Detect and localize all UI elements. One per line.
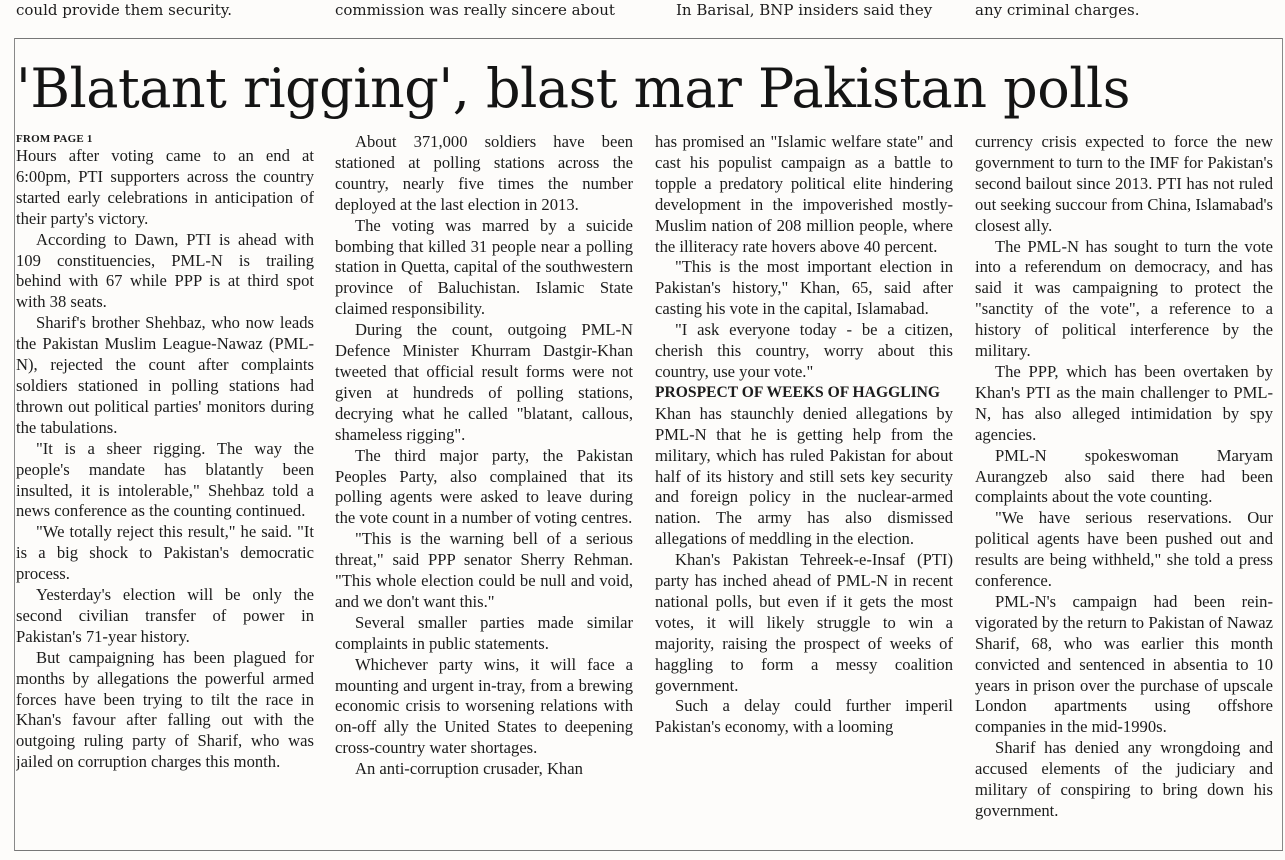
paragraph: "We totally reject this result," he said. "It is a big shock to Pakistan's democratic process. — [16, 522, 314, 584]
paragraph: Yesterday's election will be only the second civilian transfer of power in Pakistan's 71-year history. — [16, 585, 314, 646]
article-column-2 — [335, 132, 633, 844]
subheading: PROSPECT OF WEEKS OF HAGGLING — [655, 383, 941, 401]
paragraph: But campaigning has been plagued for months by allegations the powerful armed forces have been trying to tilt the race in Khan's favour after falling out with the outgoing ruling party of Sharif, who was jailed on corruption charges this month. — [16, 647, 314, 772]
paragraph: An anti-corruption crusader, Khan — [355, 759, 583, 779]
right-frame-rule — [1282, 38, 1283, 851]
paragraph: "This is the warning bell of a serious threat," said PPP senator Sherry Rehman. "This whole election could be null and void, and we don't want this." — [335, 529, 633, 611]
paragraph: The third major party, the Pakistan Peoples Party, also complained that its polling agents were asked to leave during the vote count in a number of voting centres. — [335, 445, 633, 528]
article-column-3 — [655, 132, 953, 844]
paragraph: Whichever party wins, it will face a mounting and urgent in-tray, from a brewing economic crisis to worsening relations with on-off ally the United States to deepening cross-country water shortages. — [335, 654, 633, 758]
paragraph: Khan has staunchly denied allegations by PML-N that he is getting help from the military, which has ruled Pakistan for about half of its history and still sets key security and foreign policy in the nuclear-armed nation. The army has also dismissed allegations of meddling in the election. — [655, 403, 953, 549]
paragraph: During the count, outgoing PML-N Defence Minister Khurram Dastgir-Khan tweeted that official result forms were not given at hundreds of polling stations, decrying what he called "blatant, callous, shameless rigging". — [335, 320, 633, 444]
paragraph: The PPP, which has been overtaken by Khan's PTI as the main challenger to PML-N, has also alleged intimidation by spy agencies. — [975, 361, 1273, 444]
paragraph: "I ask everyone today - be a citizen, cherish this country, worry about this country, use your vote." — [655, 320, 953, 381]
paragraph: Several smaller parties made similar complaints in public statements. — [335, 612, 633, 653]
paragraph: has promised an "Islamic welfare state" and cast his populist campaign as a battle to topple a predatory political elite hindering development in the impoverished mostly-Muslim nation of 208 million people, where the illiteracy rate hovers above 40 percent. — [655, 132, 953, 256]
paragraph: Sharif has denied any wrongdoing and accused elements of the judiciary and military of conspiring to bring down his government. — [975, 738, 1273, 820]
paragraph: Khan's Pakistan Tehreek-e-Insaf (PTI) party has inched ahead of PML-N in recent national polls, but even if it gets the most votes, it will likely struggle to win a majority, raising the prospect of weeks of haggling to form a messy coalition government. — [655, 550, 953, 695]
kicker: FROM PAGE 1 — [16, 133, 93, 145]
paragraph: About 371,000 soldiers have been stationed at polling stations across the country, nearly five times the number deployed at the last election in 2013. — [335, 132, 633, 214]
paragraph: The voting was marred by a suicide bombing that killed 31 people near a polling station in Quetta, capital of the southwestern province of Baluchistan. Islamic State claimed responsibility. — [335, 215, 633, 319]
strip-fragment: any criminal charges. — [975, 1, 1140, 19]
paragraph: According to Dawn, PTI is ahead with 109 constituencies, PML-N is trailing behind with 67 while PPP is at third spot with 38 seats. — [16, 229, 314, 312]
strip-fragment: could provide them security. — [16, 1, 233, 19]
previous-story-strip — [0, 0, 1285, 24]
paragraph: The PML-N has sought to turn the vote into a referendum on democracy, and has said it was campaigning to protect the "sanctity of the vote", a reference to a history of political interference by the military. — [975, 236, 1273, 361]
bottom-rule — [15, 850, 1283, 851]
paragraph: currency crisis expected to force the new government to turn to the IMF for Pakistan's second bailout since 2013. PTI has not ruled out seeking succour from China, Islamabad's closest ally. — [975, 132, 1273, 235]
article-column-1 — [16, 132, 314, 844]
strip-fragment: commission was really sincere about — [335, 1, 615, 19]
paragraph: PML-N spokeswoman Maryam Aurangzeb also said there had been complaints about the vote counting. — [975, 445, 1273, 507]
paragraph: Hours after voting came to an end at 6:00pm, PTI supporters across the country started early celebrations in anticipation of their party's victory. — [16, 146, 314, 228]
paragraph: "It is a sheer rigging. The way the people's mandate has blatantly been insulted, it is intolerable," Shehbaz told a news conference as the counting continued. — [16, 438, 314, 521]
top-rule — [15, 38, 1283, 39]
paragraph: "We have serious reservations. Our political agents have been pushed out and results are being withheld," she told a press conference. — [975, 508, 1273, 591]
paragraph: "This is the most important election in Pakistan's history," Khan, 65, said after casting his vote in the capital, Islamabad. — [655, 257, 953, 319]
paragraph: PML-N's campaign had been reinvigorated by the return to Pakistan of Nawaz Sharif, 68, who was earlier this month convicted and sentenced in absentia to 10 years in prison over the purchase of upscale London apartments using offshore companies in the mid-1990s. — [975, 591, 1273, 737]
left-frame-rule — [14, 38, 15, 851]
article-column-4 — [975, 132, 1273, 844]
headline: 'Blatant rigging', blast mar Pakistan polls — [16, 57, 1131, 120]
strip-fragment: In Barisal, BNP insiders said they — [676, 1, 933, 19]
paragraph: Sharif's brother Shehbaz, who now leads the Pakistan Muslim League-Nawaz (PML-N), rejected the count after complaints soldiers stationed in polling stations had thrown out political parties' monitors during the tabulations. — [16, 313, 314, 437]
paragraph: Such a delay could further imperil Pakistan's economy, with a looming — [655, 696, 953, 737]
